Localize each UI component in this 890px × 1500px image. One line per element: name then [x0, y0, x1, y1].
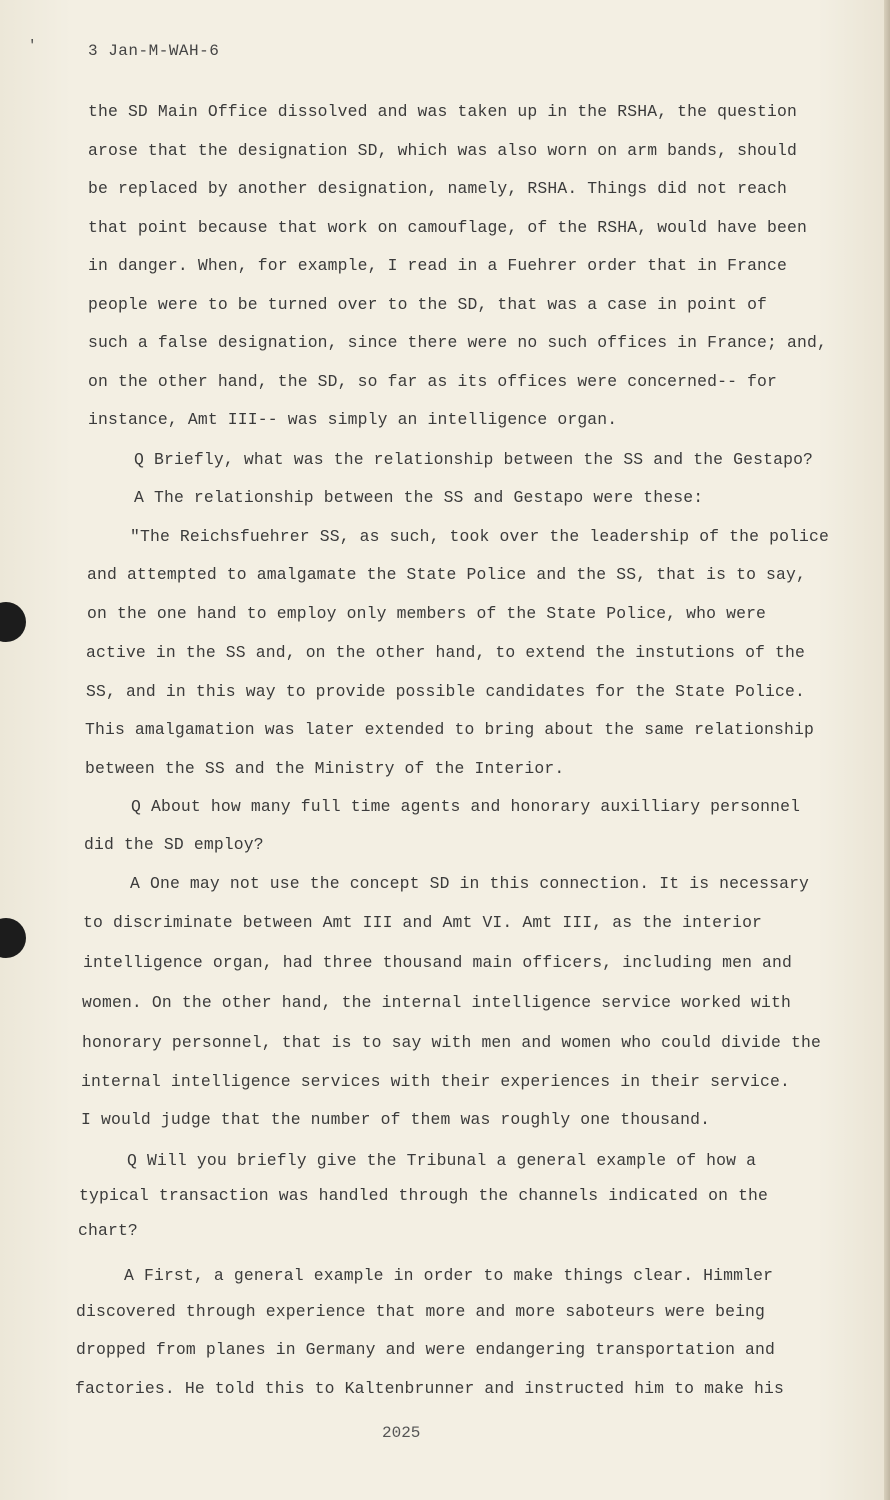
text-line: This amalgamation was later extended to bring about the same relationship: [85, 720, 814, 739]
text-line: on the one hand to employ only members of the State Police, who were: [87, 604, 767, 623]
text-line: arose that the designation SD, which was also worn on arm bands, should: [88, 141, 798, 160]
punch-hole: [0, 602, 26, 642]
text-line: between the SS and the Ministry of the Interior.: [85, 759, 565, 778]
text-line: internal intelligence services with their experiences in their service.: [81, 1072, 791, 1091]
text-line: instance, Amt III-- was simply an intelligence organ.: [88, 410, 618, 429]
text-line: I would judge that the number of them was roughly one thousand.: [81, 1110, 711, 1129]
text-line: women. On the other hand, the internal intelligence service worked with: [82, 993, 792, 1012]
text-line: and attempted to amalgamate the State Police and the SS, that is to say,: [87, 565, 806, 584]
text-line: people were to be turned over to the SD, that was a case in point of: [88, 295, 768, 314]
answer-line: A First, a general example in order to make things clear. Himmler: [124, 1266, 774, 1285]
text-line: the SD Main Office dissolved and was taken up in the RSHA, the question: [88, 102, 798, 121]
text-line: be replaced by another designation, namely, RSHA. Things did not reach: [88, 179, 788, 198]
text-line: to discriminate between Amt III and Amt VI. Amt III, as the interior: [83, 913, 763, 932]
text-line: dropped from planes in Germany and were endangering transportation and: [76, 1340, 776, 1359]
question-line: Q Will you briefly give the Tribunal a general example of how a: [127, 1151, 757, 1170]
text-line: in danger. When, for example, I read in a Fuehrer order that in France: [88, 256, 788, 275]
text-line: chart?: [78, 1221, 138, 1240]
punch-hole: [0, 918, 26, 958]
answer-line: A The relationship between the SS and Gestapo were these:: [134, 488, 704, 507]
page-edge: [884, 0, 890, 1500]
text-line: that point because that work on camouflage, of the RSHA, would have been: [88, 218, 807, 237]
page-reference: 3 Jan-M-WAH-6: [88, 42, 220, 60]
text-line: did the SD employ?: [84, 835, 264, 854]
text-line: typical transaction was handled through the channels indicated on the: [79, 1186, 769, 1205]
answer-line: A One may not use the concept SD in this connection. It is necessary: [130, 874, 810, 893]
question-line: Q About how many full time agents and honorary auxilliary personnel: [131, 797, 801, 816]
text-line: "The Reichsfuehrer SS, as such, took over the leadership of the police: [130, 527, 830, 546]
text-line: on the other hand, the SD, so far as its offices were concerned-- for: [88, 372, 778, 391]
text-line: active in the SS and, on the other hand, to extend the instutions of the: [86, 643, 805, 662]
text-line: intelligence organ, had three thousand main officers, including men and: [83, 953, 793, 972]
text-line: discovered through experience that more and more saboteurs were being: [76, 1302, 766, 1321]
text-line: SS, and in this way to provide possible candidates for the State Police.: [86, 682, 805, 701]
text-line: factories. He told this to Kaltenbrunner and instructed him to make his: [75, 1379, 785, 1398]
page-number: 2025: [382, 1424, 421, 1442]
text-line: honorary personnel, that is to say with men and women who could divide the: [82, 1033, 821, 1052]
question-line: Q Briefly, what was the relationship between the SS and the Gestapo?: [134, 450, 814, 469]
margin-mark: ': [28, 38, 37, 54]
text-line: such a false designation, since there were no such offices in France; and,: [88, 333, 827, 352]
